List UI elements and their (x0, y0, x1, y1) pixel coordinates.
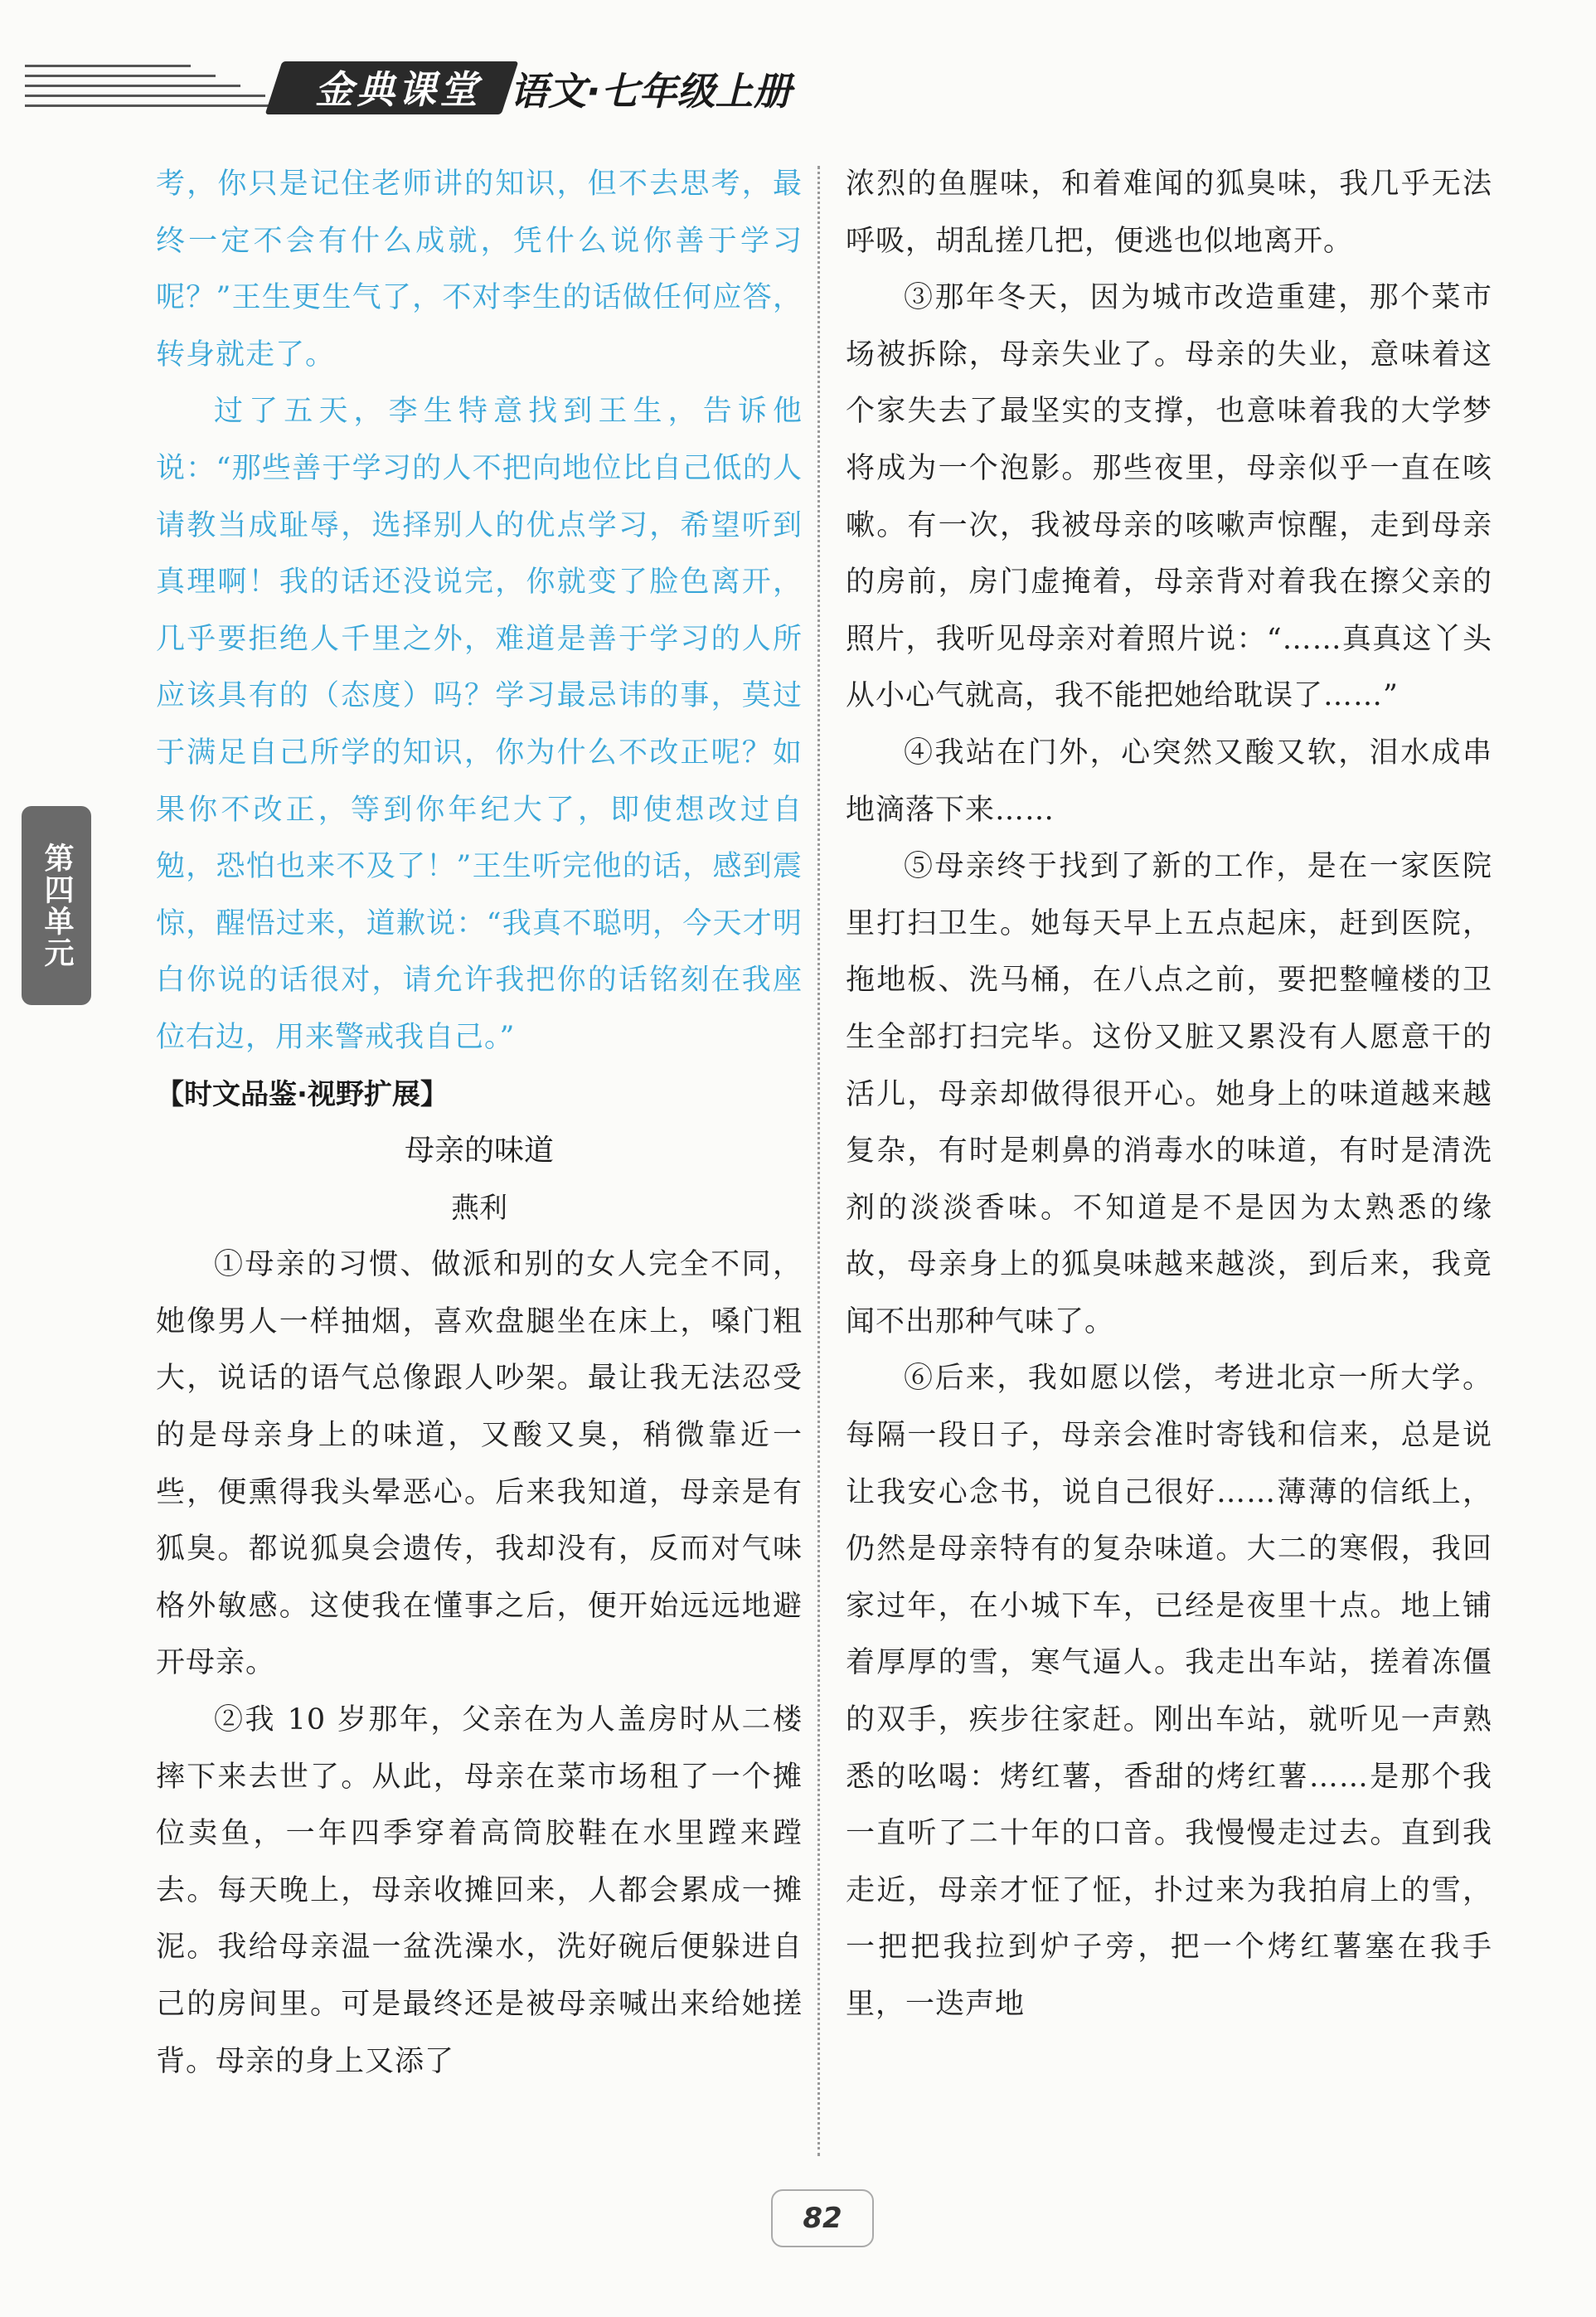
subject-title: 语文·七年级上册 (510, 69, 792, 114)
article-paragraph: ②我 10 岁那年，父亲在为人盖房时从二楼摔下来去世了。从此，母亲在菜市场租了一个摊位卖鱼，一年四季穿着高筒胶鞋在水里蹚来蹚去。每天晚上，母亲收摊回来，人都会累成一摊泥。我给母亲温一盆洗澡水，洗好碗后便躲进自己的房间里。可是最终还是被母亲喊出来给她搓背。母亲的身上又添了 (156, 1703, 803, 2078)
article-author: 燕利 (451, 1191, 507, 1225)
translation-paragraph: 考，你只是记住老师讲的知识，但不去思考，最终一定不会有什么成就，凭什么说你善于学习呢？”王生更生气了，不对李生的话做任何应答，转身就走了。 (156, 168, 803, 372)
article-paragraph: ⑥后来，我如愿以偿，考进北京一所大学。每隔一段日子，母亲会准时寄钱和信来，总是说让我安心念书，说自己很好……薄薄的信纸上，仍然是母亲特有的复杂味道。大二的寒假，我回家过年，在小城下车，已经是夜里十点。地上铺着厚厚的雪，寒气逼人。我走出车站，搓着冻僵的双手，疾步往家赶。刚出车站，就听见一声熟悉的吆喝：烤红薯，香甜的烤红薯……是那个我一直听了二十年的口音。我慢慢走过去。直到我走近，母亲才怔了怔，扑过来为我拍肩上的雪，一把把我拉到炉子旁，把一个烤红薯塞在我手里，一迭声地 (846, 1362, 1492, 2021)
left-column (156, 156, 803, 2090)
article-paragraph: ①母亲的习惯、做派和别的女人完全不同，她像男人一样抽烟，喜欢盘腿坐在床上，嗓门粗大，说话的语气总像跟人吵架。最让我无法忍受的是母亲身上的味道，又酸又臭，稍微靠近一些，便熏得我头晕恶心。后来我知道，母亲是有狐臭。都说狐臭会遗传，我却没有，反而对气味格外敏感。这使我在懂事之后，便开始远远地避开母亲。 (156, 1248, 803, 1680)
page-number: 82 (771, 2189, 874, 2247)
page-header (0, 50, 1596, 133)
translation-paragraph: 过了五天，李生特意找到王生，告诉他说：“那些善于学习的人不把向地位比自己低的人请教当成耻辱，选择别人的优点学习，希望听到真理啊！我的话还没说完，你就变了脸色离开，几乎要拒绝人千里之外，难道是善于学习的人所应该具有的（态度）吗？学习最忌讳的事，莫过于满足自己所学的知识，你为什么不改正呢？如果你不改正，等到你年纪大了，即使想改过自勉，恐怕也来不及了！”王生听完他的话，感到震惊，醒悟过来，道歉说：“我真不聪明，今天才明白你说的话很对，请允许我把你的话铭刻在我座位右边，用来警戒我自己。” (156, 395, 803, 1054)
section-heading: 【时文品鉴·视野扩展】 (156, 1077, 449, 1111)
unit-side-tab: 第四单元 (22, 806, 91, 1005)
article-title: 母亲的味道 (404, 1134, 554, 1168)
article-paragraph: ④我站在门外，心突然又酸又软，泪水成串地滴落下来…… (846, 736, 1492, 827)
article-paragraph: ⑤母亲终于找到了新的工作，是在一家医院里打扫卫生。她每天早上五点起床，赶到医院，拖地板、洗马桶，在八点之前，要把整幢楼的卫生全部打扫完毕。这份又脏又累没有人愿意干的活儿，母亲却做得很开心。她身上的味道越来越复杂，有时是刺鼻的消毒水的味道，有时是清洗剂的淡淡香味。不知道是不是因为太熟悉的缘故，母亲身上的狐臭味越来越淡，到后来，我竟闻不出那种气味了。 (846, 850, 1492, 1338)
brand-title: 金典课堂 (315, 67, 481, 112)
header-decorative-lines (25, 58, 298, 120)
article-paragraph: 浓烈的鱼腥味，和着难闻的狐臭味，我几乎无法呼吸，胡乱搓几把，便逃也似地离开。 (846, 168, 1492, 258)
right-column (846, 156, 1492, 2033)
article-paragraph: ③那年冬天，因为城市改造重建，那个菜市场被拆除，母亲失业了。母亲的失业，意味着这个家失去了最坚实的支撑，也意味着我的大学梦将成为一个泡影。那些夜里，母亲似乎一直在咳嗽。有一次，我被母亲的咳嗽声惊醒，走到母亲的房前，房门虚掩着，母亲背对着我在擦父亲的照片，我听见母亲对着照片说：“……真真这丫头从小心气就高，我不能把她给耽误了……” (846, 281, 1492, 713)
column-divider (817, 166, 820, 2156)
